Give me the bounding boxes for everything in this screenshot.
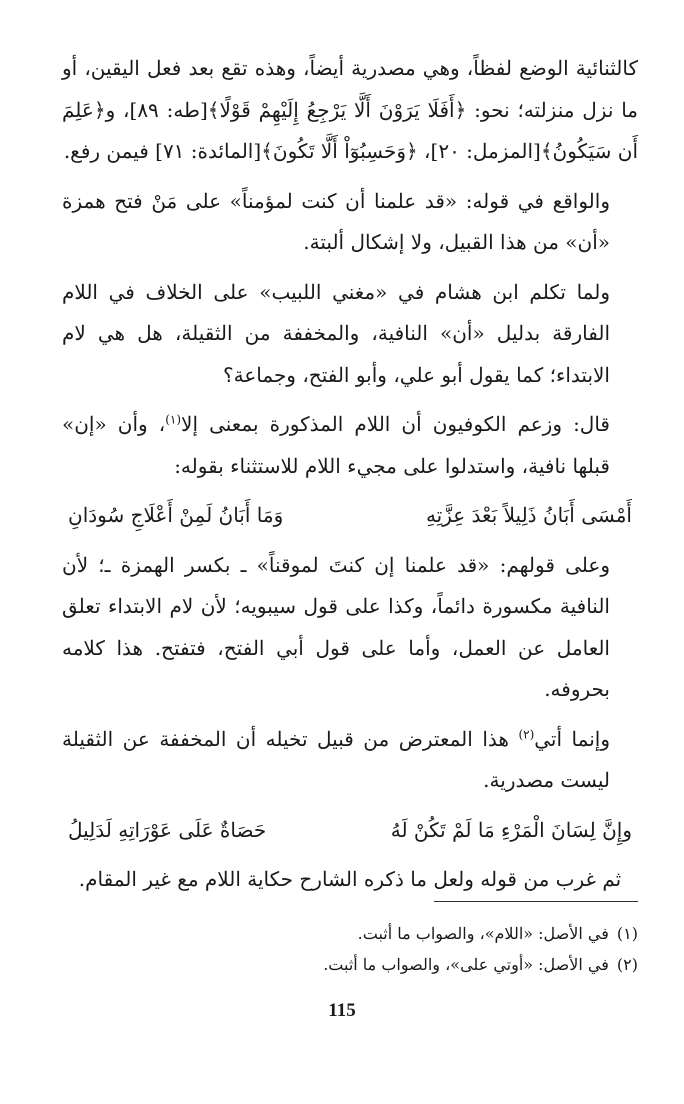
verse-2-second-hemistich: حَصَاةٌ عَلَى عَوْرَاتِهِ لَدَلِيلُ bbox=[68, 817, 267, 842]
poetry-verse-1 bbox=[62, 495, 638, 537]
footnote-2-number: (٢) bbox=[616, 955, 638, 974]
paragraph-2: والواقع في قوله: «قد علمنا أن كنت لمؤمناً» على مَنْ فتح همزة «أن» من هذا القبيل، ولا إشكال ألبتة. bbox=[62, 188, 610, 254]
poetry-verse-2 bbox=[62, 810, 638, 852]
paragraph-1: كالثنائية الوضع لفظاً، وهي مصدرية أيضاً، وهذه تقع بعد فعل اليقين، أو ما نزل منزلته؛ نحو: ﴿أَفَلَا يَرَوْنَ أَلَّا يَرْجِعُ إِلَيْهِمْ قَوْلًا﴾[طه: ٨٩]، و﴿عَلِمَ أَن سَيَكُونُ﴾[المزمل: ٢٠]، ﴿وَحَسِبُوٓاْ أَلَّا تَكُونَ﴾[المائدة: ٧١] فيمن رفع. bbox=[62, 56, 638, 163]
paragraph-5: وعلى قولهم: «قد علمنا إن كنتَ لموقناً» ـ بكسر الهمزة ـ؛ لأن النافية مكسورة دائماً، وكذا على قول سيبويه؛ لأن لام الابتداء تعلق العامل عن العمل، وأما على قول أبي الفتح، فتفتح. هذا كلامه بحروفه. bbox=[62, 552, 610, 701]
paragraph-6-text-start: وإنما أتي bbox=[534, 726, 610, 751]
footnote-ref-1: (١) bbox=[165, 412, 182, 427]
footnote-1-number: (١) bbox=[616, 924, 638, 943]
closing-line: ثم غرب من قوله ولعل ما ذكره الشارح حكاية اللام مع غير المقام. bbox=[78, 867, 622, 891]
footnotes bbox=[62, 918, 638, 980]
footnote-ref-2: (٢) bbox=[518, 726, 535, 741]
paragraph-4-text-end: ، وأن «إن» قبلها نافية، واستدلوا على مجيء اللام للاستثناء بقوله: bbox=[62, 412, 610, 478]
verse-1-second-hemistich: وَمَا أَبَانُ لَمِنْ أَعْلَاجِ سُودَانِ bbox=[68, 503, 284, 527]
footnote-separator bbox=[434, 901, 638, 902]
footnote-1-text: في الأصل: «اللام»، والصواب ما أثبت. bbox=[357, 924, 609, 943]
verse-2-first-hemistich: وإِنَّ لِسَانَ الْمَرْءِ مَا لَمْ تَكُنْ لَهُ bbox=[390, 817, 632, 842]
paragraph-4 bbox=[62, 404, 638, 487]
paragraph-6-text-end: هذا المعترض من قبيل تخيله أن المخففة عن الثقيلة ليست مصدرية. bbox=[62, 726, 610, 792]
paragraph-4-text-start: قال: وزعم الكوفيون أن اللام المذكورة بمعنى إلا bbox=[181, 412, 610, 436]
footnote-2 bbox=[62, 949, 638, 980]
paragraph-3: ولما تكلم ابن هشام في «مغني اللبيب» على الخلاف في اللام الفارقة بدليل «أن» النافية، والمخففة من الثقيلة، هل هي لام الابتداء؛ كما يقول أبو علي، وأبو الفتح، وجماعة؟ bbox=[62, 279, 611, 387]
footnote-1 bbox=[62, 918, 638, 949]
paragraph-6 bbox=[62, 719, 638, 802]
footnote-2-text: في الأصل: «أوتي على»، والصواب ما أثبت. bbox=[323, 955, 609, 974]
page-number: 115 bbox=[328, 1000, 356, 1021]
verse-1-first-hemistich: أَمْسَى أَبَانُ ذَلِيلاً بَعْدَ عِزَّتِهِ bbox=[425, 503, 632, 527]
